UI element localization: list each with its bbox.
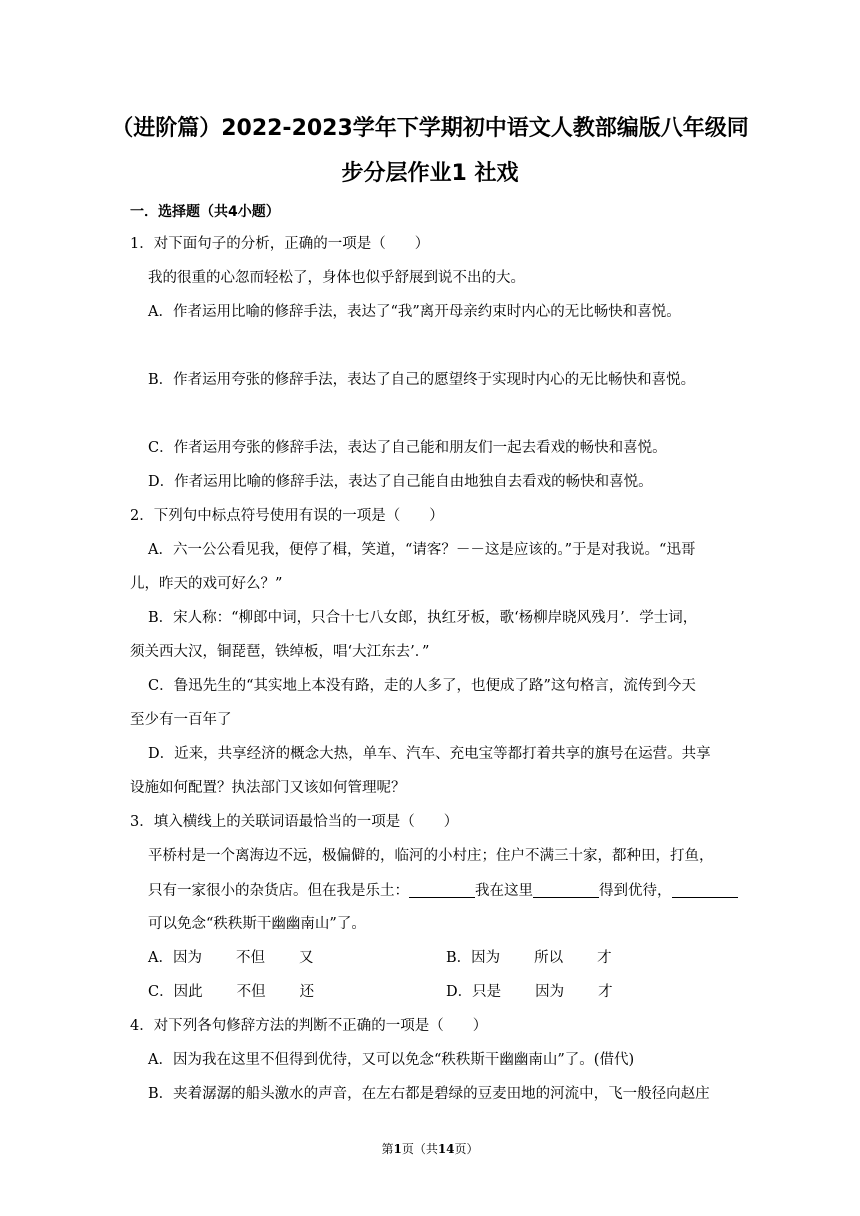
question-2-option-d-line-2: 设施如何配置？执法部门又该如何管理呢？ <box>130 780 406 796</box>
option-word: B．因为 <box>446 950 501 966</box>
option-word: 又 <box>298 950 314 966</box>
option-word: 才 <box>597 950 612 966</box>
question-2-option-c-line-2: 至少有一百年了 <box>130 712 232 728</box>
option-word: D．只是 <box>446 984 502 1000</box>
option-word: 所以 <box>534 950 564 966</box>
page-footer <box>0 1143 860 1155</box>
question-3-passage-line-2 <box>148 883 738 899</box>
question-1-option-b: B．作者运用夸张的修辞手法，表达了自己的愿望终于实现时内心的无比畅快和喜悦。 <box>148 372 696 388</box>
option-word: 不但 <box>236 984 266 1000</box>
question-2-option-a-line-1: A．六一公公看见我，便停了楫，笑道，“请客？－－这是应该的。”于是对我说。“迅哥 <box>148 542 696 558</box>
total-pages: 14 <box>437 1142 455 1156</box>
page-number: 1 <box>393 1142 402 1156</box>
option-word: C．因此 <box>148 984 203 1000</box>
question-3-stem: 3．填入横线上的关联词语最恰当的一项是（ ） <box>130 814 459 830</box>
question-2-option-d-line-1: D．近来，共享经济的概念大热，单车、汽车、充电宝等都打着共享的旗号在运营。共享 <box>148 746 711 762</box>
fill-blank-1 <box>409 883 475 898</box>
question-3-passage-line-3: 可以免念“秩秩斯干幽幽南山”了。 <box>148 916 366 932</box>
section-heading: 一．选择题（共4小题） <box>130 204 280 220</box>
question-3-option-b <box>446 951 646 966</box>
question-1-option-c: C．作者运用夸张的修辞手法，表达了自己能和朋友们一起去看戏的畅快和喜悦。 <box>148 440 667 456</box>
option-word: 才 <box>598 984 613 1000</box>
question-1-stem: 1．对下面句子的分析，正确的一项是（ ） <box>130 236 430 252</box>
question-4-stem: 4．对下列各句修辞方法的判断不正确的一项是（ ） <box>130 1018 488 1034</box>
passage-text-3: 得到优待， <box>599 883 672 899</box>
question-1-quote: 我的很重的心忽而轻松了，身体也似乎舒展到说不出的大。 <box>148 270 525 286</box>
footer-text: 第 <box>381 1142 394 1156</box>
question-4-option-a: A．因为我在这里不但得到优待，又可以免念“秩秩斯干幽幽南山”了。(借代) <box>148 1052 635 1068</box>
option-word: A．因为 <box>148 950 202 966</box>
option-word: 因为 <box>535 984 565 1000</box>
question-2-option-b-line-2: 须关西大汉，铜琵琶，铁绰板，唱‘大江东去’．” <box>130 644 430 660</box>
passage-text-2: 我在这里 <box>475 883 533 899</box>
fill-blank-3 <box>672 883 738 898</box>
question-2-option-b-line-1: B．宋人称：“柳郎中词，只合十七八女郎，执红牙板，歌‘杨柳岸晓风残月’．学士词， <box>148 610 698 626</box>
question-3-option-c <box>148 985 348 1000</box>
question-3-option-a <box>148 951 347 966</box>
footer-text: 页） <box>454 1142 479 1156</box>
option-word: 不但 <box>235 950 265 966</box>
question-2-stem: 2．下列句中标点符号使用有误的一项是（ ） <box>130 508 444 524</box>
footer-text: 页（共 <box>401 1142 438 1156</box>
passage-text-1: 只有一家很小的杂货店。但在我是乐土： <box>148 883 409 899</box>
document-title-line-2: 步分层作业1 社戏 <box>341 161 519 186</box>
document-title-line-1: （进阶篇）2022-2023学年下学期初中语文人教部编版八年级同 <box>111 116 749 141</box>
fill-blank-2 <box>533 883 599 898</box>
option-word: 还 <box>299 984 315 1000</box>
question-3-option-d <box>446 985 647 1000</box>
question-1-option-d: D．作者运用比喻的修辞手法，表达了自己能自由地独自去看戏的畅快和喜悦。 <box>148 474 653 490</box>
question-2-option-c-line-1: C．鲁迅先生的“其实地上本没有路，走的人多了，也便成了路”这句格言，流传到今天 <box>148 678 696 694</box>
question-4-option-b: B．夹着潺潺的船头激水的声音，在左右都是碧绿的豆麦田地的河流中，飞一般径向赵庄 <box>148 1086 710 1102</box>
question-3-passage-line-1: 平桥村是一个离海边不远，极偏僻的，临河的小村庄；住户不满三十家，都种田，打鱼， <box>148 848 714 864</box>
question-2-option-a-line-2: 儿，昨天的戏可好么？” <box>130 576 283 592</box>
question-1-option-a: A．作者运用比喻的修辞手法，表达了“我”离开母亲约束时内心的无比畅快和喜悦。 <box>148 304 681 320</box>
